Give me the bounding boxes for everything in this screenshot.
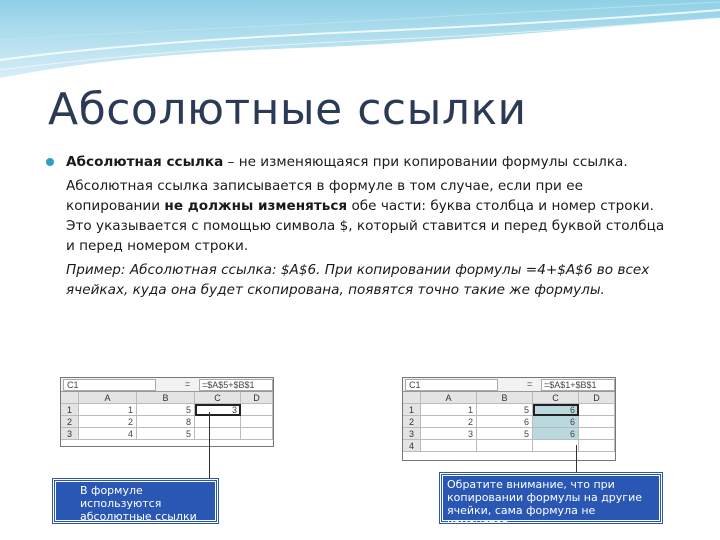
grid-cell — [241, 416, 273, 428]
grid-cell — [579, 416, 615, 428]
grid-cell: 1 — [421, 404, 477, 416]
pointer-line-1 — [209, 412, 210, 480]
grid-cell: 5 — [137, 404, 195, 416]
row-header: 1 — [61, 404, 79, 416]
explanation-text-a: Абсолютная ссылка записывается в формуле в том случае, если при ее копировании — [66, 178, 583, 214]
column-header: C — [195, 392, 241, 404]
column-header — [61, 392, 79, 404]
grid-cell: 3 — [195, 404, 241, 416]
grid-cell — [241, 428, 273, 440]
row-header: 4 — [403, 440, 421, 452]
grid-cell: 3 — [421, 428, 477, 440]
spreadsheet-example-2 — [402, 377, 616, 461]
grid-cell: 6 — [477, 416, 533, 428]
definition-text: – не изменяющаяся при копировании формулы ссылка. — [223, 154, 628, 170]
formula-text: =$A$5+$B$1 — [199, 379, 273, 391]
callout-absolute-refs: В формуле используются абсолютные ссылки — [53, 479, 218, 523]
grid-cell — [195, 428, 241, 440]
pointer-line-2 — [576, 445, 577, 475]
grid-cell: 2 — [79, 416, 137, 428]
example-paragraph: Пример: Абсолютная ссылка: $A$6. При копировании формулы =4+$A$6 во всех ячейках, куда она будет скопирована, появятся точно такие же формулы. — [66, 262, 650, 298]
term-bold: Абсолютная ссылка — [66, 154, 224, 170]
grid-cell — [579, 440, 615, 452]
page-title: Абсолютные ссылки — [48, 84, 527, 135]
grid-cell: 2 — [421, 416, 477, 428]
column-header: B — [477, 392, 533, 404]
row-header: 1 — [403, 404, 421, 416]
formula-bar — [61, 378, 273, 392]
explanation-paragraph — [46, 176, 676, 256]
grid-cell: 6 — [533, 416, 579, 428]
grid-cell — [195, 416, 241, 428]
grid-cell — [241, 404, 273, 416]
row-header: 3 — [61, 428, 79, 440]
equals-sign: = — [185, 379, 191, 389]
column-header — [403, 392, 421, 404]
callout-formula-unchanged: Обратите внимание, что при копировании формулы на другие ячейки, сама формула не изменятся. — [440, 473, 662, 523]
grid-cell: 8 — [137, 416, 195, 428]
grid-cell — [579, 428, 615, 440]
column-header: A — [421, 392, 477, 404]
row-header: 2 — [403, 416, 421, 428]
column-header: B — [137, 392, 195, 404]
column-header: C — [533, 392, 579, 404]
cell-reference-box: C1 — [405, 379, 498, 391]
definition-paragraph — [46, 152, 676, 172]
column-header: D — [579, 392, 615, 404]
content-block — [46, 152, 676, 304]
grid-cell — [421, 440, 477, 452]
grid-cell — [579, 404, 615, 416]
grid-cell: 5 — [137, 428, 195, 440]
grid-cell: 6 — [533, 428, 579, 440]
formula-text: =$A$1+$B$1 — [541, 379, 615, 391]
column-header: A — [79, 392, 137, 404]
explanation-bold: не должны изменяться — [164, 198, 348, 214]
grid-cell: 4 — [79, 428, 137, 440]
header-wave-decoration — [0, 0, 720, 80]
grid-cell: 6 — [533, 404, 579, 416]
row-header: 2 — [61, 416, 79, 428]
equals-sign: = — [527, 379, 533, 389]
cell-reference-box: C1 — [63, 379, 156, 391]
grid-cell: 5 — [477, 404, 533, 416]
grid-cell: 1 — [79, 404, 137, 416]
grid-cell — [533, 440, 579, 452]
grid-cell — [477, 440, 533, 452]
grid-cell: 5 — [477, 428, 533, 440]
bullet-icon — [46, 158, 54, 166]
row-header: 3 — [403, 428, 421, 440]
column-header: D — [241, 392, 273, 404]
formula-bar — [403, 378, 615, 392]
explanation-text-b: обе части: буква столбца и номер строки. Это указывается с помощью символа $, который ставится и перед буквой столбца и перед номером строки. — [66, 198, 665, 254]
spreadsheet-example-1 — [60, 377, 274, 447]
